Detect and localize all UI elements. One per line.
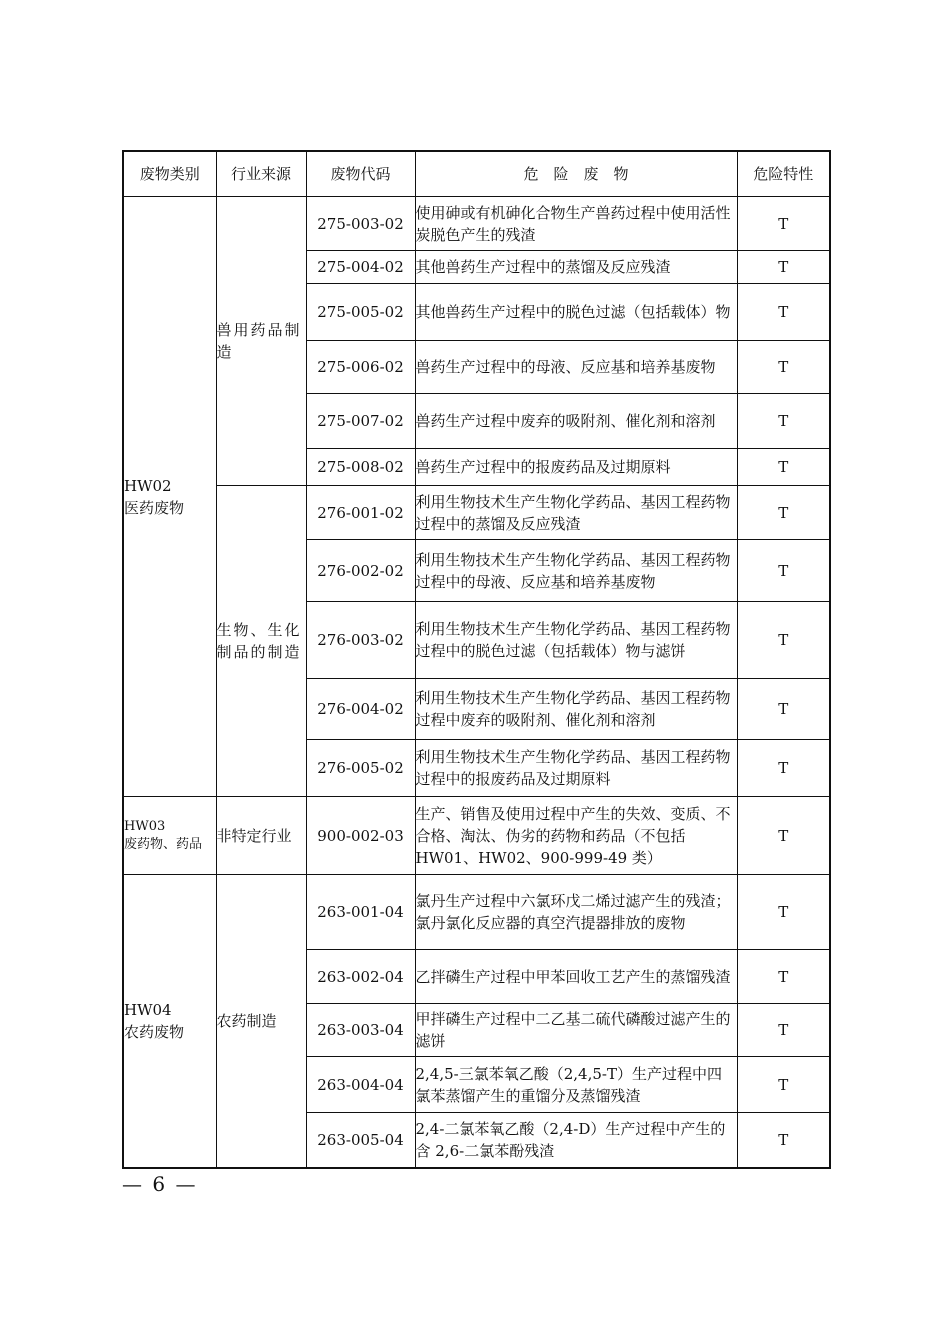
header-waste-category: 废物类别: [123, 151, 216, 197]
waste-code: 263-003-04: [306, 1004, 415, 1057]
waste-description: 兽药生产过程中的母液、反应基和培养基废物: [415, 341, 737, 394]
category-cell-hw04: [123, 875, 216, 1168]
waste-code: 276-005-02: [306, 740, 415, 797]
waste-code: 263-002-04: [306, 950, 415, 1004]
table-row: [123, 197, 830, 251]
waste-code: 275-006-02: [306, 341, 415, 394]
waste-description: 2,4-二氯苯氧乙酸（2,4-D）生产过程中产生的含 2,6-二氯苯酚残渣: [415, 1113, 737, 1168]
hazardous-waste-table: [122, 150, 831, 1169]
category-code: HW04: [124, 1000, 172, 1019]
category-name: 废药物、药品: [124, 836, 203, 852]
waste-description: 利用生物技术生产生物化学药品、基因工程药物过程中的蒸馏及反应残渣: [415, 486, 737, 540]
page-number: — 6 —: [122, 1172, 198, 1196]
category-name: 农药废物: [124, 1022, 185, 1041]
waste-code: 263-004-04: [306, 1057, 415, 1113]
hazard-property: T: [737, 1004, 830, 1057]
hazard-property: T: [737, 394, 830, 449]
table-row: [123, 875, 830, 950]
waste-code: 900-002-03: [306, 797, 415, 875]
waste-code: 263-001-04: [306, 875, 415, 950]
hazard-property: T: [737, 602, 830, 679]
waste-code: 275-005-02: [306, 284, 415, 341]
waste-description: 其他兽药生产过程中的脱色过滤（包括载体）物: [415, 284, 737, 341]
hazard-property: T: [737, 1057, 830, 1113]
waste-code: 275-003-02: [306, 197, 415, 251]
header-waste-code: 废物代码: [306, 151, 415, 197]
waste-code: 263-005-04: [306, 1113, 415, 1168]
waste-description: 生产、销售及使用过程中产生的失效、变质、不合格、淘汰、伪劣的药物和药品（不包括 HW01、HW02、900-999-49 类）: [415, 797, 737, 875]
hazard-property: T: [737, 797, 830, 875]
waste-code: 276-002-02: [306, 540, 415, 602]
hazard-property: T: [737, 284, 830, 341]
category-cell-hw02: [123, 197, 216, 797]
table-row: [123, 486, 830, 540]
hazard-property: T: [737, 950, 830, 1004]
header-industry-source: 行业来源: [216, 151, 306, 197]
hazard-property: T: [737, 251, 830, 284]
table-row: [123, 797, 830, 875]
category-code: HW02: [124, 476, 172, 495]
waste-description: 2,4,5-三氯苯氧乙酸（2,4,5-T）生产过程中四氯苯蒸馏产生的重馏分及蒸馏残渣: [415, 1057, 737, 1113]
waste-code: 276-003-02: [306, 602, 415, 679]
industry-cell-bio: 生物、生化制品的制造: [216, 486, 306, 797]
waste-code: 276-004-02: [306, 679, 415, 740]
waste-description: 利用生物技术生产生物化学药品、基因工程药物过程中废弃的吸附剂、催化剂和溶剂: [415, 679, 737, 740]
waste-code: 275-007-02: [306, 394, 415, 449]
header-hazardous-waste: 危 险 废 物: [415, 151, 737, 197]
hazard-property: T: [737, 341, 830, 394]
category-code: HW03: [124, 818, 166, 834]
waste-code: 276-001-02: [306, 486, 415, 540]
waste-description: 兽药生产过程中废弃的吸附剂、催化剂和溶剂: [415, 394, 737, 449]
hazard-property: T: [737, 197, 830, 251]
hazard-property: T: [737, 540, 830, 602]
hazard-property: T: [737, 449, 830, 486]
industry-cell-pesticide: 农药制造: [216, 875, 306, 1168]
table-header-row: [123, 151, 830, 197]
waste-code: 275-004-02: [306, 251, 415, 284]
waste-description: 利用生物技术生产生物化学药品、基因工程药物过程中的脱色过滤（包括载体）物与滤饼: [415, 602, 737, 679]
waste-description: 其他兽药生产过程中的蒸馏及反应残渣: [415, 251, 737, 284]
waste-description: 乙拌磷生产过程中甲苯回收工艺产生的蒸馏残渣: [415, 950, 737, 1004]
waste-description: 利用生物技术生产生物化学药品、基因工程药物过程中的母液、反应基和培养基废物: [415, 540, 737, 602]
hazard-property: T: [737, 875, 830, 950]
hazard-property: T: [737, 740, 830, 797]
waste-description: 兽药生产过程中的报废药品及过期原料: [415, 449, 737, 486]
waste-description: 氯丹生产过程中六氯环戊二烯过滤产生的残渣；氯丹氯化反应器的真空汽提器排放的废物: [415, 875, 737, 950]
waste-code: 275-008-02: [306, 449, 415, 486]
category-name: 医药废物: [124, 498, 185, 517]
waste-description: 甲拌磷生产过程中二乙基二硫代磷酸过滤产生的滤饼: [415, 1004, 737, 1057]
waste-description: 使用砷或有机砷化合物生产兽药过程中使用活性炭脱色产生的残渣: [415, 197, 737, 251]
waste-description: 利用生物技术生产生物化学药品、基因工程药物过程中的报废药品及过期原料: [415, 740, 737, 797]
hazard-property: T: [737, 1113, 830, 1168]
industry-cell-vet: 兽用药品制造: [216, 197, 306, 486]
hazard-property: T: [737, 486, 830, 540]
industry-cell-nonspecific: 非特定行业: [216, 797, 306, 875]
hazard-property: T: [737, 679, 830, 740]
header-hazard-property: 危险特性: [737, 151, 830, 197]
category-cell-hw03: [123, 797, 216, 875]
